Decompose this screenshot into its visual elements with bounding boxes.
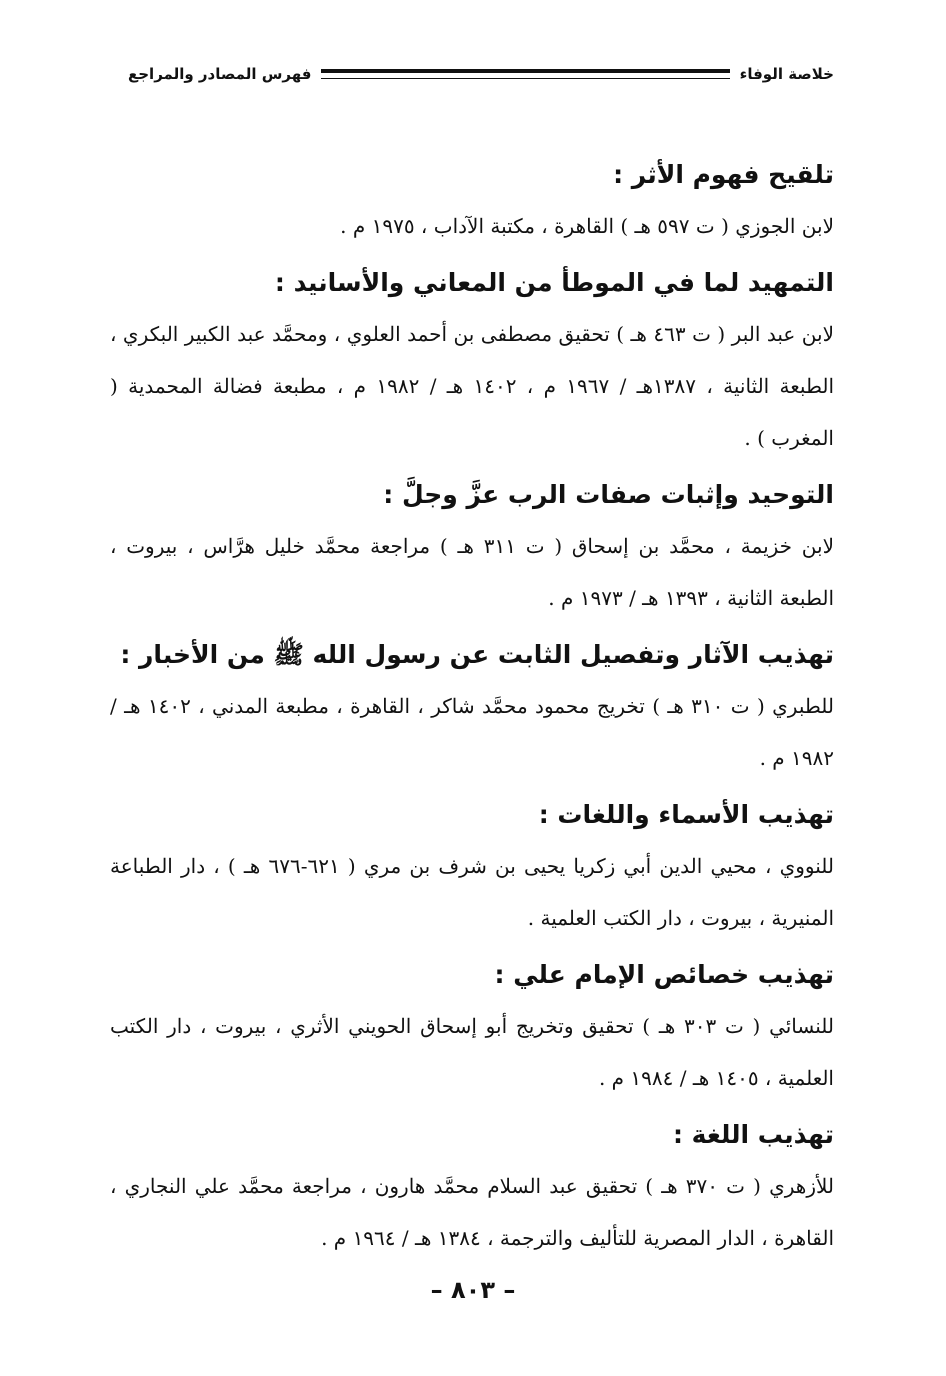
bibliography-entry bbox=[110, 950, 834, 1104]
entry-title: تهذيب اللغة : bbox=[672, 1120, 834, 1149]
entry-title: تهذيب خصائص الإمام علي : bbox=[494, 960, 834, 989]
entry-title: التمهيد لما في الموطأ من المعاني والأسانيد : bbox=[274, 268, 834, 297]
entry-body: للنسائي ( ت ٣٠٣ هـ ) تحقيق وتخريج أبو إسحاق الحويني الأثري ، بيروت ، دار الكتب العلمية ، ١٤٠٥ هـ / ١٩٨٤ م . bbox=[110, 1014, 834, 1090]
entry-title: التوحيد وإثبات صفات الرب عزَّ وجلَّ : bbox=[383, 480, 834, 509]
bibliography-list bbox=[110, 150, 834, 1270]
bibliography-entry bbox=[110, 1110, 834, 1264]
book-title: خلاصة الوفاء bbox=[739, 65, 834, 83]
bibliography-entry bbox=[110, 470, 834, 624]
bibliography-entry bbox=[110, 790, 834, 944]
page-number: – ٨٠٣ – bbox=[430, 1276, 516, 1304]
header-rule bbox=[321, 69, 729, 79]
entry-body: للأزهري ( ت ٣٧٠ هـ ) تحقيق عبد السلام محمَّد هارون ، مراجعة محمَّد علي النجاري ، القاهرة ، الدار المصرية للتأليف والترجمة ، ١٣٨٤ هـ / ١٩٦٤ م . bbox=[110, 1174, 834, 1250]
bibliography-entry bbox=[110, 150, 834, 252]
running-header bbox=[128, 60, 834, 88]
entry-body: لابن خزيمة ، محمَّد بن إسحاق ( ت ٣١١ هـ ) مراجعة محمَّد خليل هرَّاس ، بيروت ، الطبعة الثانية ، ١٣٩٣ هـ / ١٩٧٣ م . bbox=[110, 534, 835, 610]
entry-title: تهذيب الأسماء واللغات : bbox=[538, 800, 834, 829]
entry-title: تهذيب الآثار وتفصيل الثابت عن رسول الله ﷺ من الأخبار : bbox=[120, 640, 834, 669]
entry-title: تلقيح فهوم الأثر : bbox=[613, 160, 834, 189]
entry-body: للنووي ، محيي الدين أبي زكريا يحيى بن شرف بن مري ( ٦٢١-٦٧٦ هـ ) ، دار الطباعة المنيرية ، بيروت ، دار الكتب العلمية . bbox=[110, 854, 834, 930]
bibliography-entry bbox=[110, 258, 834, 464]
bibliography-entry bbox=[110, 630, 834, 784]
section-title: فهرس المصادر والمراجع bbox=[128, 65, 312, 83]
entry-body: لابن عبد البر ( ت ٤٦٣ هـ ) تحقيق مصطفى بن أحمد العلوي ، ومحمَّد عبد الكبير البكري ، الطبعة الثانية ، ١٣٨٧هـ / ١٩٦٧ م ، ١٤٠٢ هـ / ١٩٨٢ م ، مطبعة فضالة المحمدية ( المغرب ) . bbox=[110, 322, 835, 450]
entry-body: لابن الجوزي ( ت ٥٩٧ هـ ) القاهرة ، مكتبة الآداب ، ١٩٧٥ م . bbox=[340, 214, 834, 238]
entry-body: للطبري ( ت ٣١٠ هـ ) تخريج محمود محمَّد شاكر ، القاهرة ، مطبعة المدني ، ١٤٠٢ هـ / ١٩٨٢ م . bbox=[110, 694, 834, 770]
